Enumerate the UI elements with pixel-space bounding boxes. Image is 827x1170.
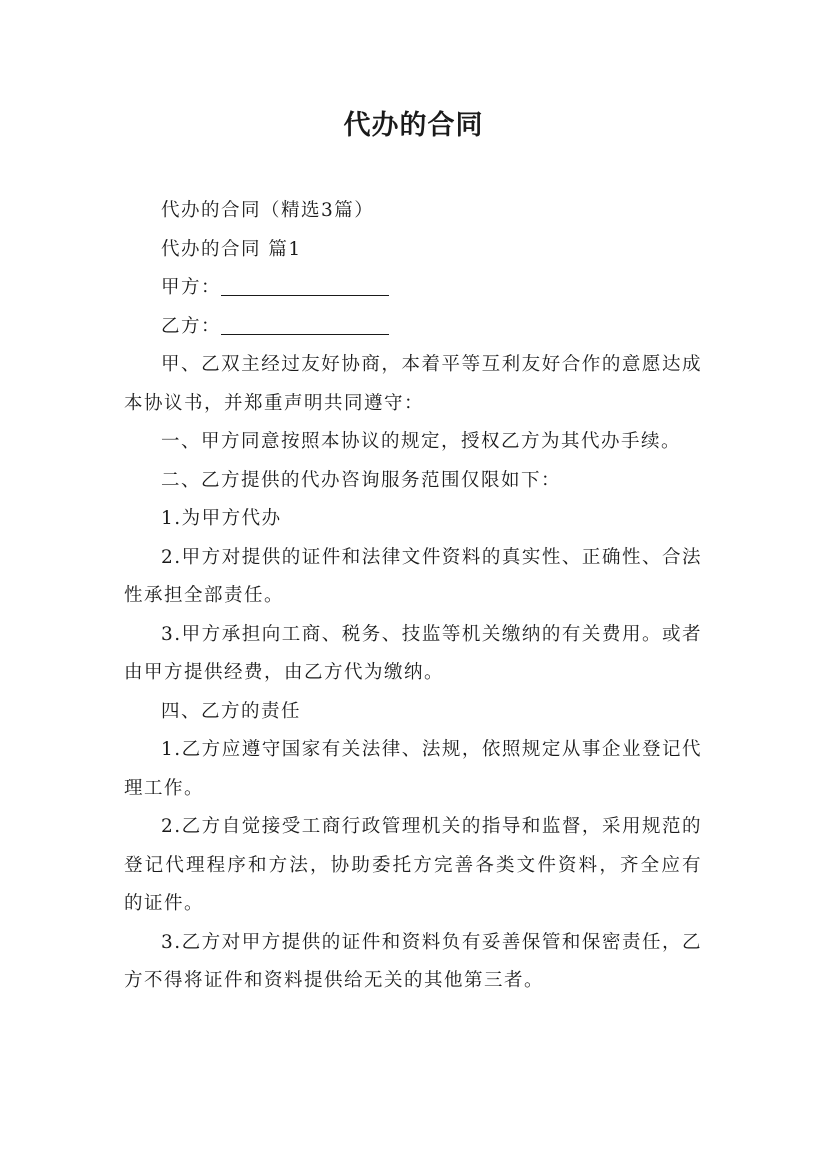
paragraph-subtitle: 代办的合同（精选3篇） [161,200,375,221]
paragraph-clause-2: 二、乙方提供的代办咨询服务范围仅限如下： [161,469,562,491]
paragraph-clause-1: 一、甲方同意按照本协议的规定，授权乙方为其代办手续。 [161,431,682,452]
party-b-blank [221,314,389,335]
document-body [124,192,702,1001]
paragraph-duty-2: 2.乙方自觉接受工商行政管理机关的指导和监督，采用规范的登记代理程序和方法，协助委托方完善各类文件资料，齐全应有的证件。 [124,816,702,914]
party-a-label: 甲方： [161,277,222,298]
paragraph-item-3: 3.甲方承担向工商、税务、技监等机关缴纳的有关费用。或者由甲方提供经费，由乙方代为缴纳。 [124,623,702,683]
party-b-line [124,308,702,347]
paragraph-duty-1: 1.乙方应遵守国家有关法律、法规，依照规定从事企业登记代理工作。 [124,739,702,799]
paragraph-clause-4: 四、乙方的责任 [161,700,302,722]
paragraph-item-1: 1.为甲方代办 [161,508,282,529]
party-b-label: 乙方： [161,315,222,337]
party-a-blank [221,275,389,296]
paragraph-duty-3: 3.乙方对甲方提供的证件和资料负有妥善保管和保密责任，乙方不得将证件和资料提供给无关的其他第三者。 [124,931,702,991]
paragraph-item-2: 2.甲方对提供的证件和法律文件资料的真实性、正确性、合法性承担全部责任。 [124,546,702,606]
party-a-line [124,269,702,308]
paragraph-preamble: 甲、乙双主经过友好协商，本着平等互利友好合作的意愿达成本协议书，并郑重声明共同遵守： [124,354,702,414]
document-title: 代办的合同 [343,110,484,141]
paragraph-section-heading: 代办的合同 篇1 [161,238,302,260]
